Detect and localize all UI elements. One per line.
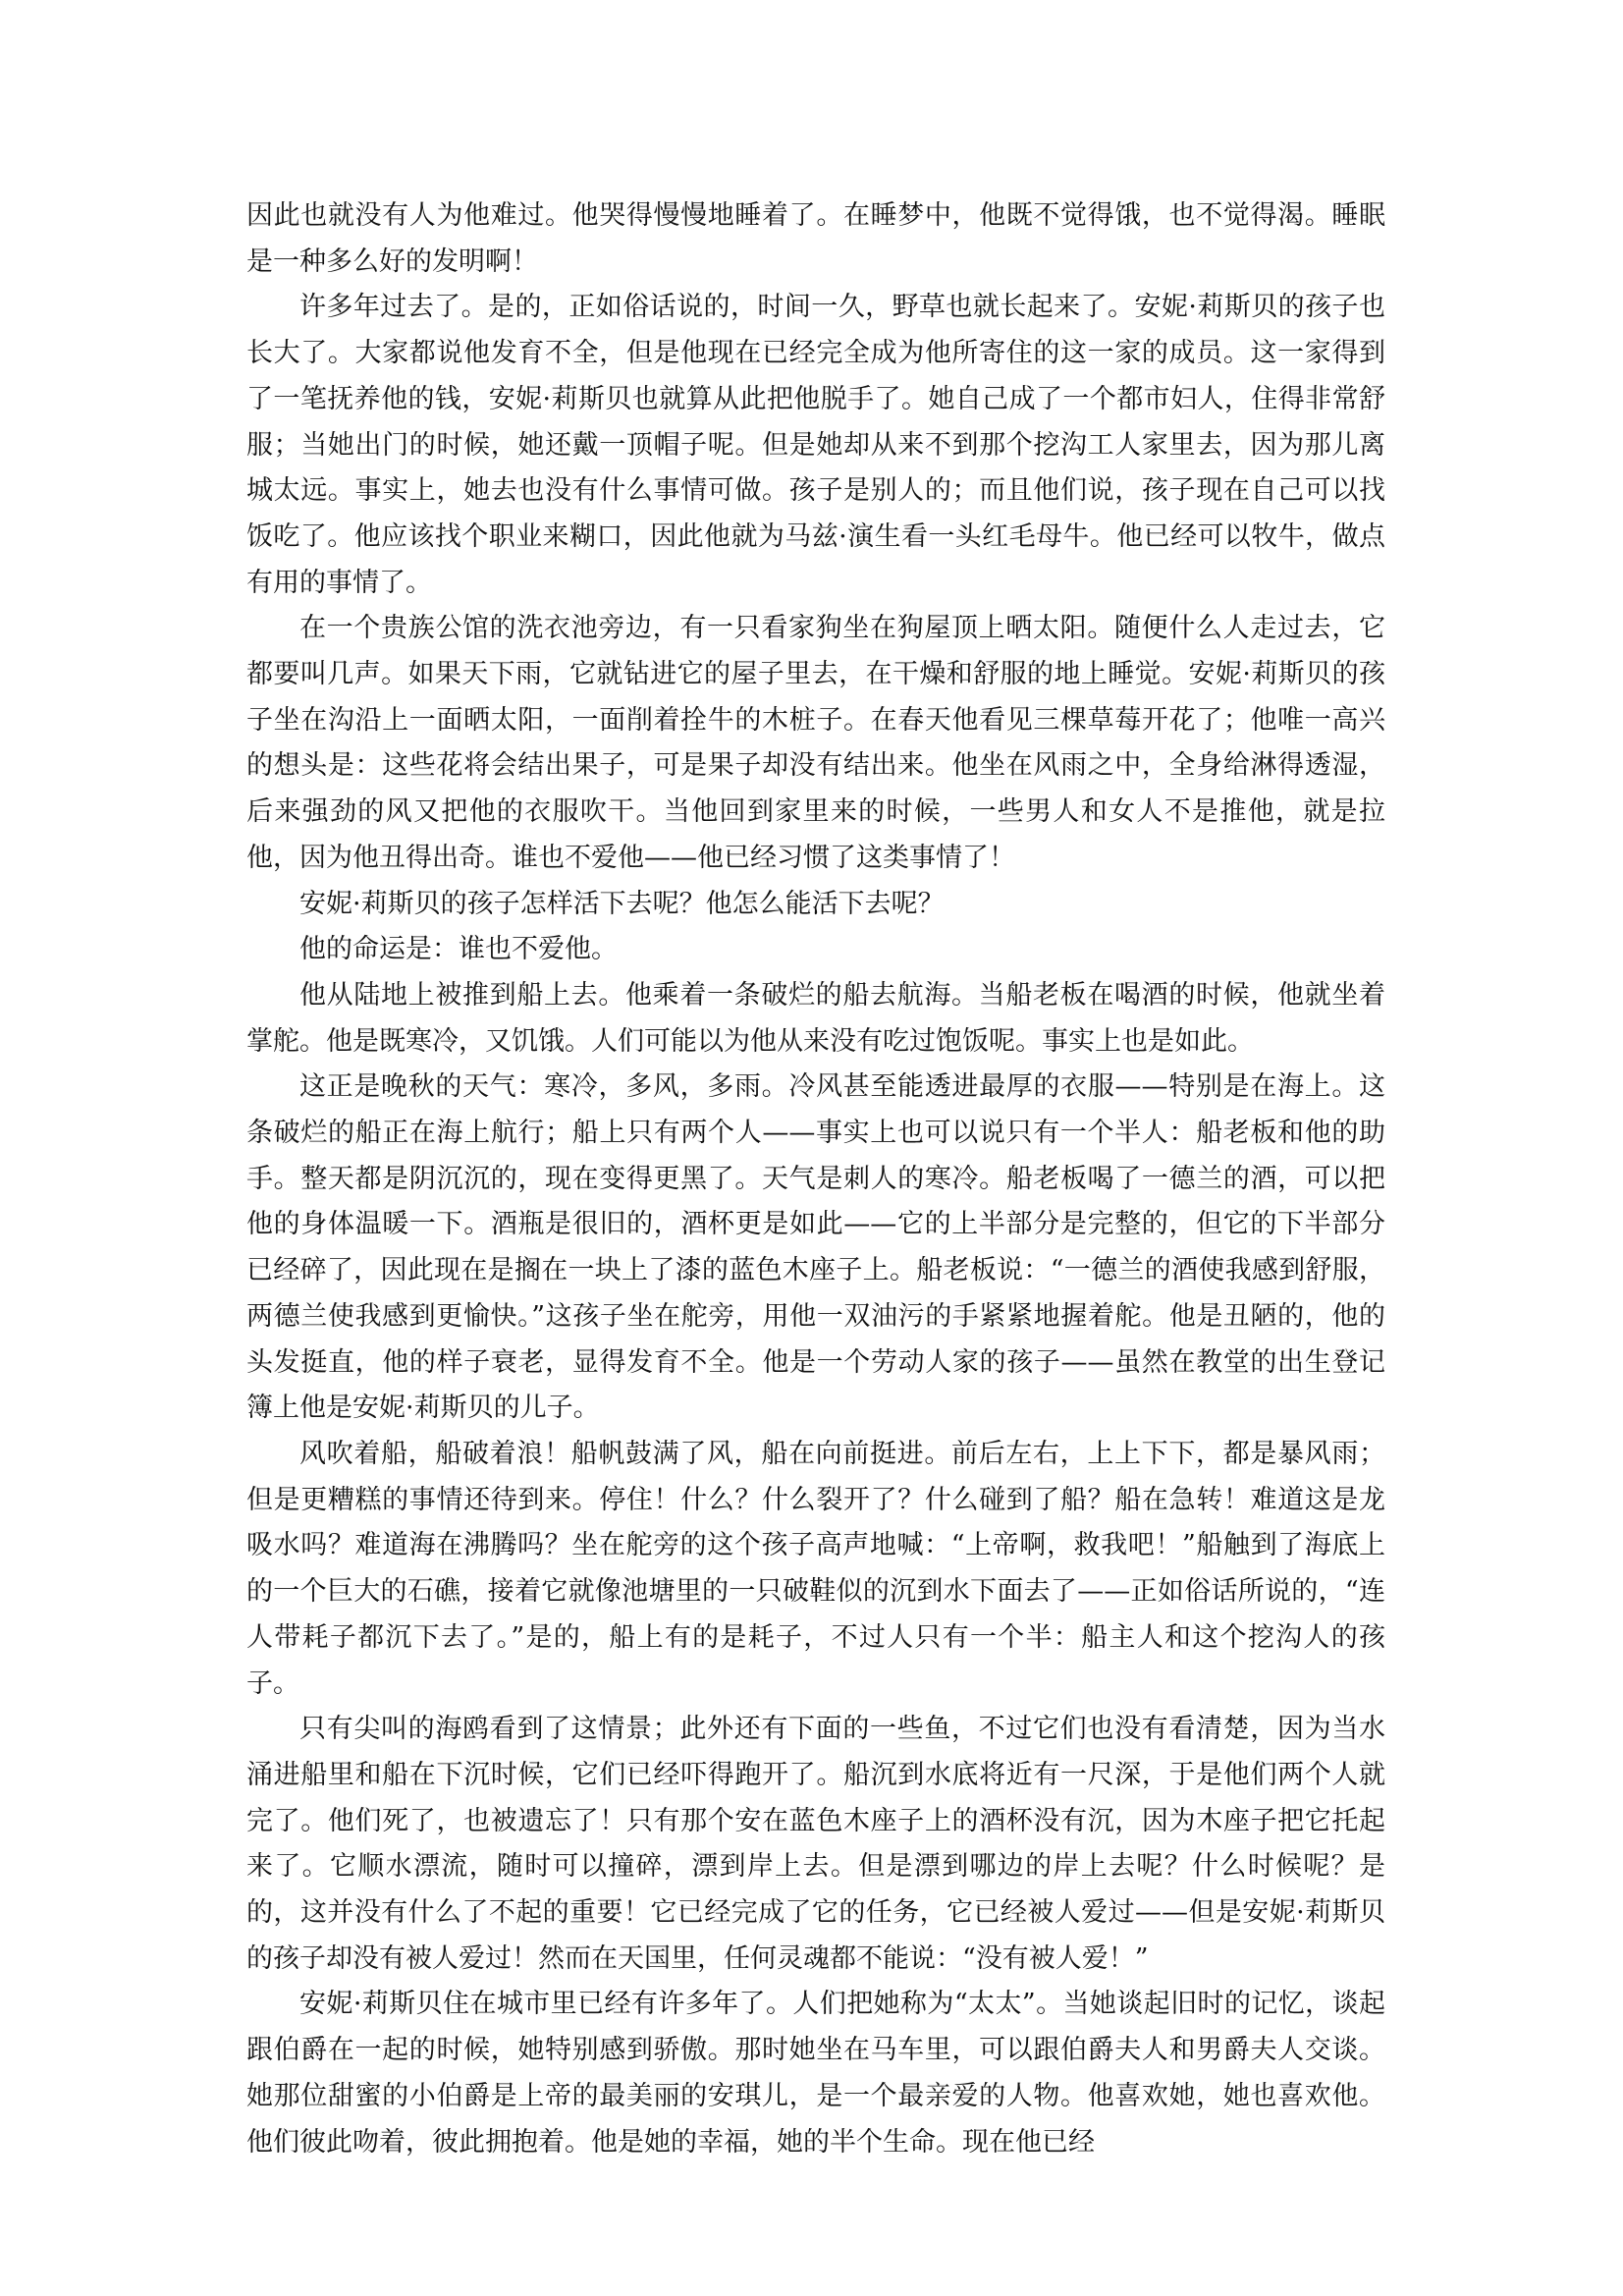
paragraph-1: 因此也就没有人为他难过。他哭得慢慢地睡着了。在睡梦中，他既不觉得饿，也不觉得渴。睡眠是一种多么好的发明啊！ [246,200,1385,277]
paragraph-10: 安妮·莉斯贝住在城市里已经有许多年了。人们把她称为“太太”。当她谈起旧时的记忆，谈起跟伯爵在一起的时候，她特别感到骄傲。那时她坐在马车里，可以跟伯爵夫人和男爵夫人交谈。她那位甜蜜的小伯爵是上帝的最美丽的安琪儿，是一个最亲爱的人物。他喜欢她，她也喜欢他。他们彼此吻着，彼此拥抱着。他是她的幸福，她的半个生命。现在他已经 [246,1989,1385,2158]
paragraph-4: 安妮·莉斯贝的孩子怎样活下去呢？他怎么能活下去呢？ [299,888,945,919]
story-text [246,193,1385,2165]
paragraph-5: 他的命运是：谁也不爱他。 [299,934,618,965]
paragraph-8: 风吹着船，船破着浪！船帆鼓满了风，船在向前挺进。前后左右，上上下下，都是暴风雨；但是更糟糕的事情还待到来。停住！什么？什么裂开了？什么碰到了船？船在急转！难道这是龙吸水吗？难道海在沸腾吗？坐在舵旁的这个孩子高声地喊：“上帝啊，救我吧！”船触到了海底上的一个巨大的石礁，接着它就像池塘里的一只破鞋似的沉到水下面去了——正如俗话所说的，“连人带耗子都沉下去了。”是的，船上有的是耗子，不过人只有一个半：船主人和这个挖沟人的孩子。 [246,1438,1385,1699]
paragraph-6: 他从陆地上被推到船上去。他乘着一条破烂的船去航海。当船老板在喝酒的时候，他就坐着掌舵。他是既寒冷，又饥饿。人们可能以为他从来没有吃过饱饭呢。事实上也是如此。 [246,979,1385,1057]
paragraph-2: 许多年过去了。是的，正如俗话说的，时间一久，野草也就长起来了。安妮·莉斯贝的孩子也长大了。大家都说他发育不全，但是他现在已经完全成为他所寄住的这一家的成员。这一家得到了一笔抚养他的钱，安妮·莉斯贝也就算从此把他脱手了。她自己成了一个都市妇人，住得非常舒服；当她出门的时候，她还戴一顶帽子呢。但是她却从来不到那个挖沟工人家里去，因为那儿离城太远。事实上，她去也没有什么事情可做。孩子是别人的；而且他们说，孩子现在自己可以找饭吃了。他应该找个职业来糊口，因此他就为马兹·演生看一头红毛母牛。他已经可以牧牛，做点有用的事情了。 [246,292,1385,598]
paragraph-3: 在一个贵族公馆的洗衣池旁边，有一只看家狗坐在狗屋顶上晒太阳。随便什么人走过去，它都要叫几声。如果天下雨，它就钻进它的屋子里去，在干燥和舒服的地上睡觉。安妮·莉斯贝的孩子坐在沟沿上一面晒太阳，一面削着拴牛的木桩子。在春天他看见三棵草莓开花了；他唯一高兴的想头是：这些花将会结出果子，可是果子却没有结出来。他坐在风雨之中，全身给淋得透湿，后来强劲的风又把他的衣服吹干。当他回到家里来的时候，一些男人和女人不是推他，就是拉他，因为他丑得出奇。谁也不爱他——他已经习惯了这类事情了！ [246,613,1385,873]
paragraph-7: 这正是晚秋的天气：寒冷，多风，多雨。冷风甚至能透进最厚的衣服——特别是在海上。这条破烂的船正在海上航行；船上只有两个人——事实上也可以说只有一个半人：船老板和他的助手。整天都是阴沉沉的，现在变得更黑了。天气是刺人的寒冷。船老板喝了一德兰的酒，可以把他的身体温暖一下。酒瓶是很旧的，酒杯更是如此——它的上半部分是完整的，但它的下半部分已经碎了，因此现在是搁在一块上了漆的蓝色木座子上。船老板说：“一德兰的酒使我感到舒服，两德兰使我感到更愉快。”这孩子坐在舵旁，用他一双油污的手紧紧地握着舵。他是丑陋的，他的头发挺直，他的样子衰老，显得发育不全。他是一个劳动人家的孩子——虽然在教堂的出生登记簿上他是安妮·莉斯贝的儿子。 [246,1071,1385,1424]
paragraph-9: 只有尖叫的海鸥看到了这情景；此外还有下面的一些鱼，不过它们也没有看清楚，因为当水涌进船里和船在下沉时候，它们已经吓得跑开了。船沉到水底将近有一尺深，于是他们两个人就完了。他们死了，也被遗忘了！只有那个安在蓝色木座子上的酒杯没有沉，因为木座子把它托起来了。它顺水漂流，随时可以撞碎，漂到岸上去。但是漂到哪边的岸上去呢？什么时候呢？是的，这并没有什么了不起的重要！它已经完成了它的任务，它已经被人爱过——但是安妮·莉斯贝的孩子却没有被人爱过！然而在天国里，任何灵魂都不能说：“没有被人爱！” [246,1714,1385,1974]
